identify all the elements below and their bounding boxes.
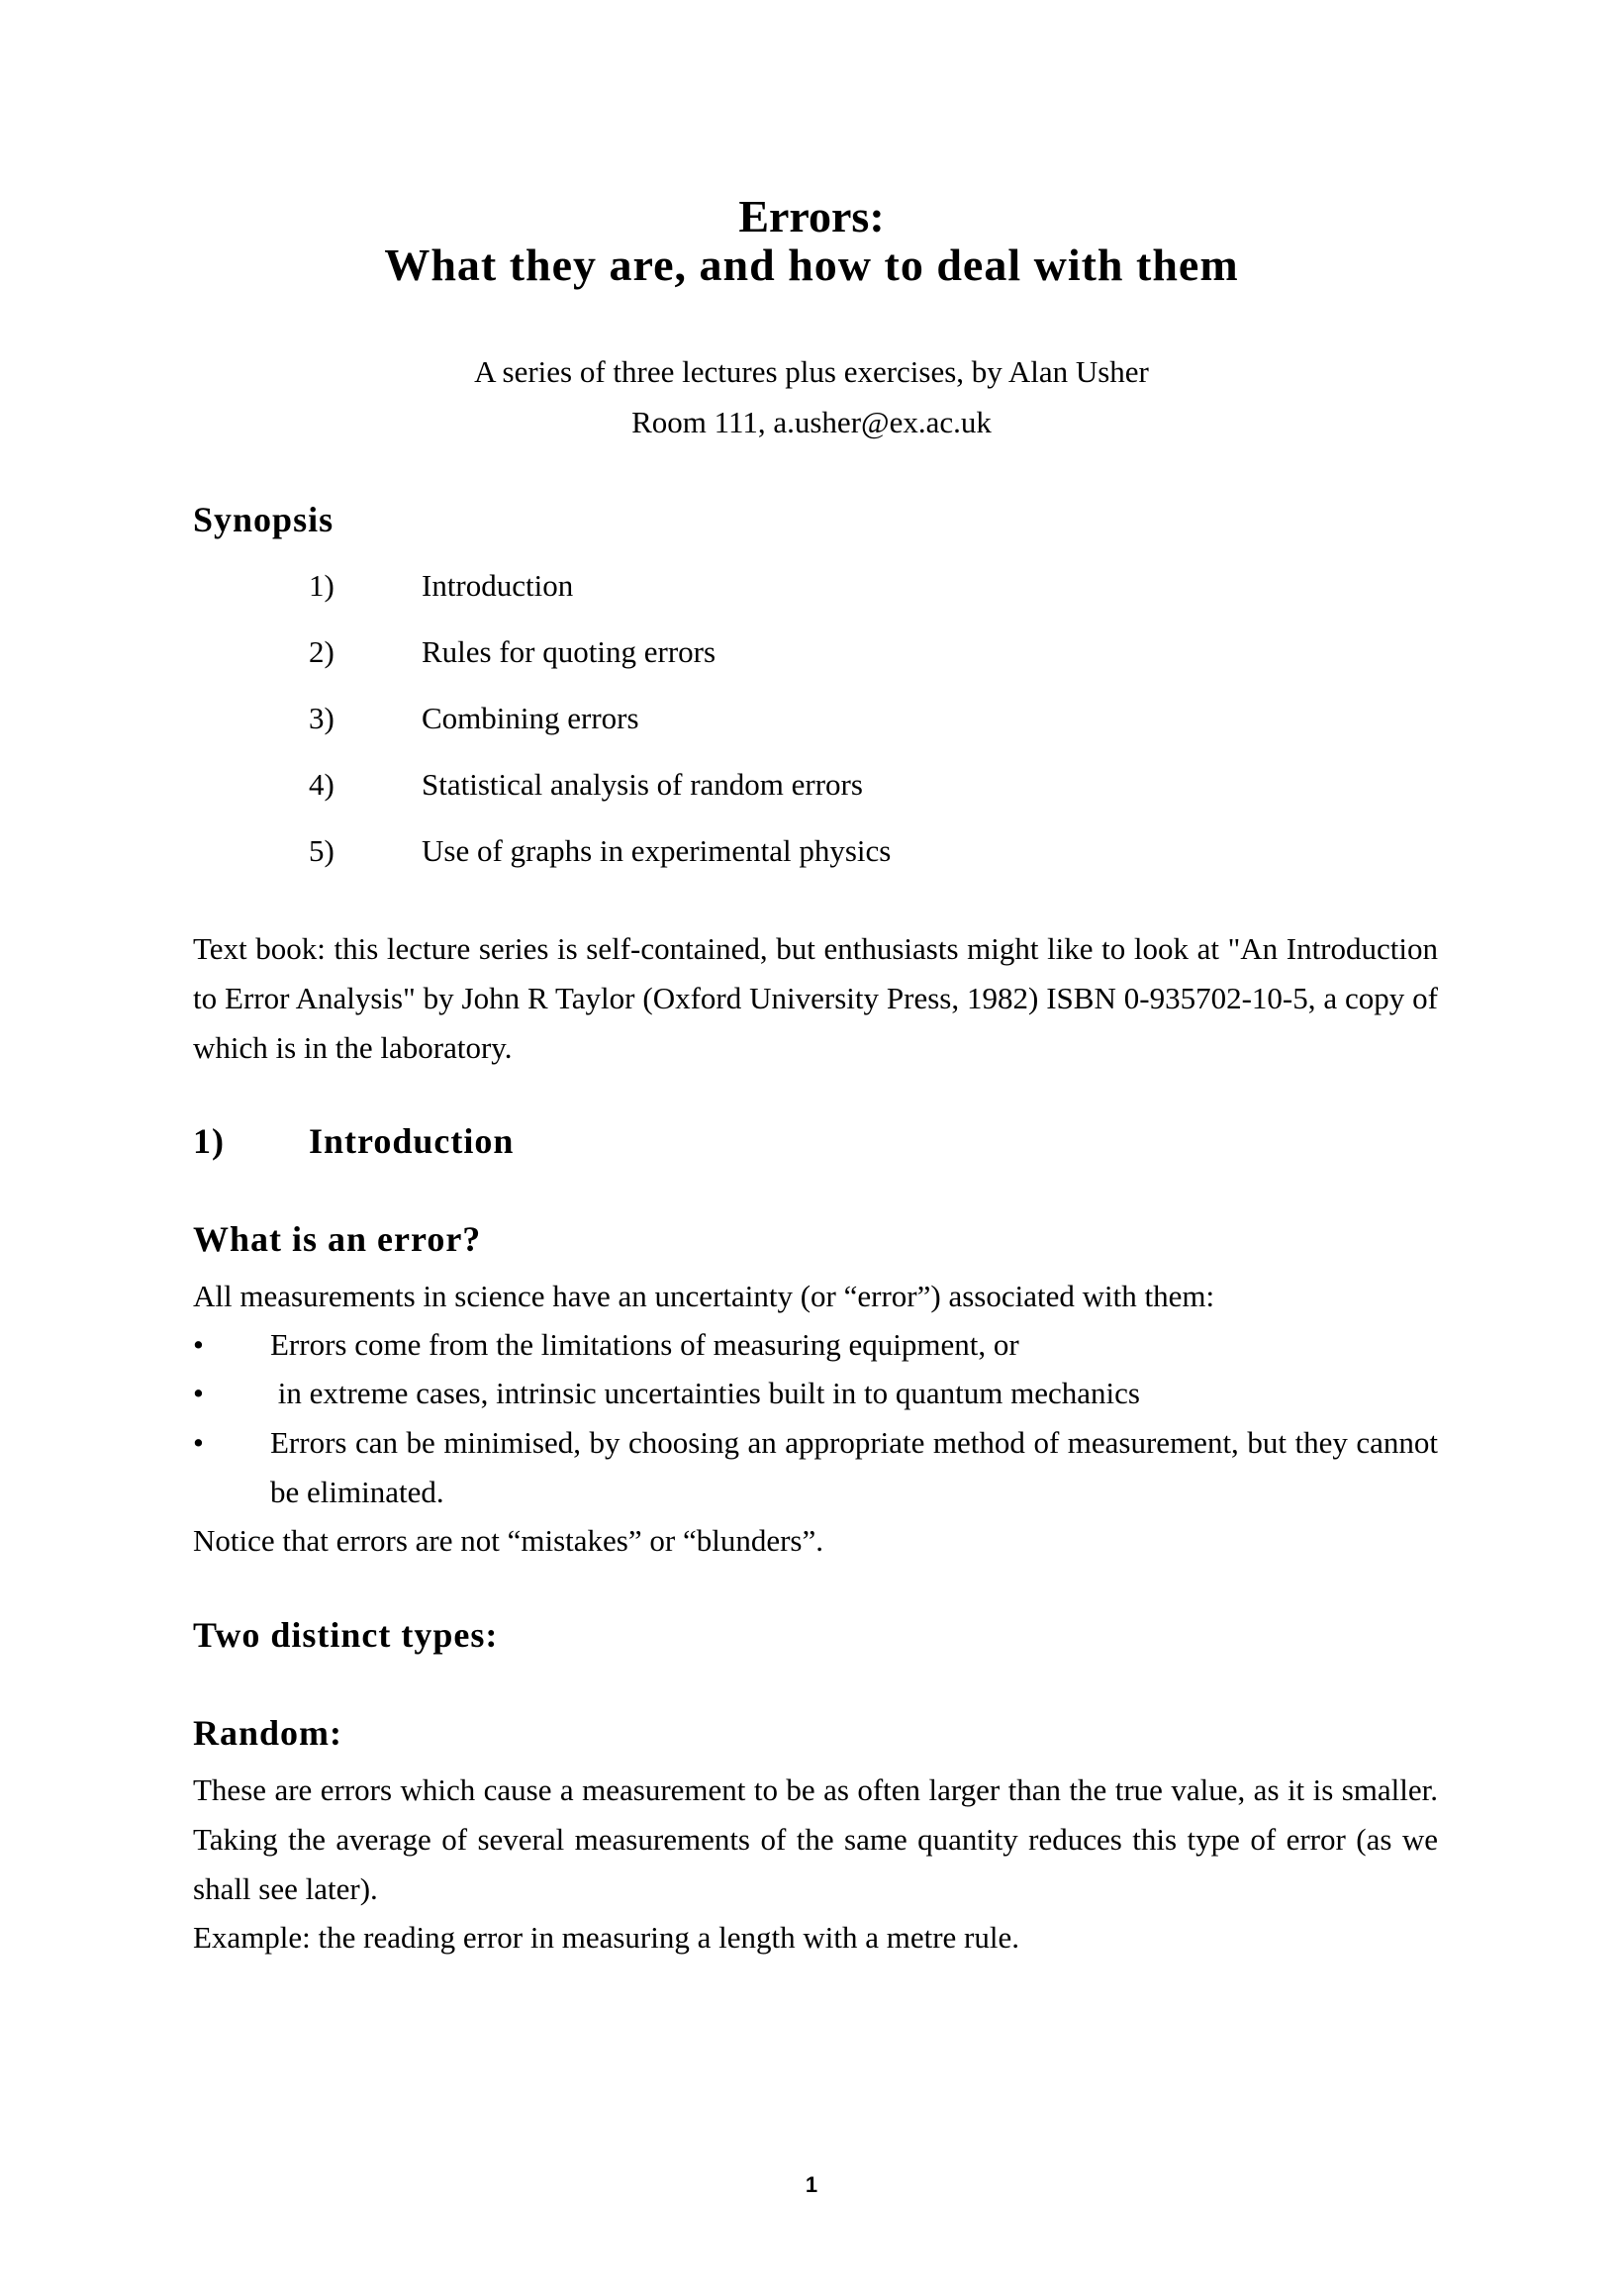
contact-line: Room 111, a.usher@ex.ac.uk	[631, 405, 992, 439]
synopsis-item-text: Introduction	[422, 568, 574, 603]
bullet-icon: •	[193, 1376, 204, 1410]
synopsis-item-number: 3)	[309, 701, 334, 735]
error-lead-text: All measurements in science have an uncertainty (or “error”) associated with them:	[193, 1279, 1215, 1313]
synopsis-item-text: Combining errors	[422, 701, 639, 735]
introduction-number: 1)	[193, 1121, 225, 1161]
title-line-2: What they are, and how to deal with them	[384, 239, 1239, 290]
synopsis-item-text: Use of graphs in experimental physics	[422, 833, 892, 868]
bullet-icon: •	[193, 1327, 204, 1362]
synopsis-item-number: 2)	[309, 634, 334, 669]
what-is-error-heading: What is an error?	[193, 1219, 482, 1259]
synopsis-item-number: 5)	[309, 833, 334, 868]
random-heading: Random:	[193, 1713, 343, 1753]
synopsis-item-text: Rules for quoting errors	[422, 634, 716, 669]
synopsis-item-text: Statistical analysis of random errors	[422, 767, 863, 802]
page-number: 1	[805, 2172, 818, 2197]
bullet-icon: •	[193, 1425, 204, 1460]
introduction-title: Introduction	[309, 1121, 515, 1161]
notice-text: Notice that errors are not “mistakes” or “blunders”.	[193, 1523, 823, 1558]
synopsis-item-number: 1)	[309, 568, 334, 603]
author-line: A series of three lectures plus exercises, by Alan Usher	[474, 354, 1149, 389]
synopsis-item-number: 4)	[309, 767, 334, 802]
two-types-heading: Two distinct types:	[193, 1615, 499, 1655]
bullet-text: Errors come from the limitations of measuring equipment, or	[270, 1327, 1019, 1362]
bullet-text: in extreme cases, intrinsic uncertainties built in to quantum mechanics	[270, 1376, 1140, 1410]
introduction-heading	[193, 1121, 514, 1161]
bullet-text: Errors can be minimised, by choosing an appropriate method of measurement, but they cannot be eliminated.	[270, 1425, 1438, 1509]
title-line-1: Errors:	[738, 191, 885, 241]
random-paragraph: These are errors which cause a measurement to be as often larger than the true value, as it is smaller. Taking the average of several measurements of the same quantity reduces this type of error (as we shall see later).	[193, 1772, 1438, 1906]
synopsis-heading: Synopsis	[193, 500, 334, 539]
textbook-paragraph: Text book: this lecture series is self-contained, but enthusiasts might like to look at "An Introduction to Error Analysis" by John R Taylor (Oxford University Press, 1982) ISBN 0-935702-10-5, a copy of which is in the laboratory.	[193, 931, 1438, 1065]
example-text: Example: the reading error in measuring a length with a metre rule.	[193, 1920, 1019, 1955]
